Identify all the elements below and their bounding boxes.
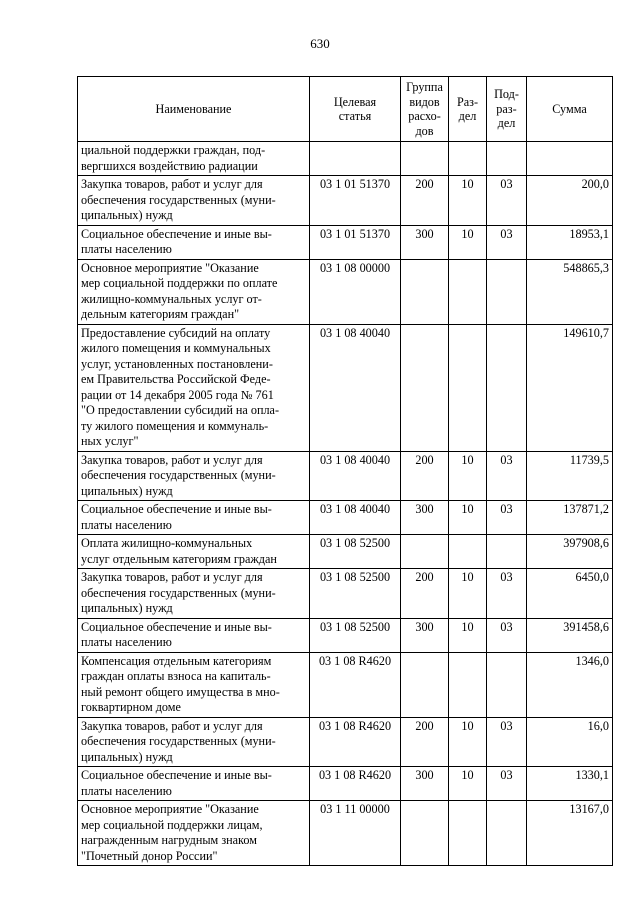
row-target-article-cell: 03 1 08 52500 xyxy=(310,618,401,652)
row-subsection-cell: 03 xyxy=(487,767,527,801)
table-row xyxy=(78,176,613,226)
table-row xyxy=(78,259,613,324)
row-sum-cell: 13167,0 xyxy=(527,801,613,866)
row-expense-group-cell xyxy=(401,324,449,451)
row-target-article-cell: 03 1 08 52500 xyxy=(310,535,401,569)
row-subsection-cell: 03 xyxy=(487,569,527,619)
row-sum-cell: 149610,7 xyxy=(527,324,613,451)
row-section-cell: 10 xyxy=(449,618,487,652)
row-sum-cell: 1346,0 xyxy=(527,652,613,717)
page-number: 630 xyxy=(310,36,330,51)
row-section-cell: 10 xyxy=(449,451,487,501)
header-subsection: Под- раз- дел xyxy=(487,77,527,142)
row-section-cell xyxy=(449,801,487,866)
table-row xyxy=(78,142,613,176)
row-expense-group-cell xyxy=(401,652,449,717)
row-name-cell: Предоставление субсидий на оплату жилого помещения и коммунальных услуг, установленных постановлени- ем Правительства Российской Феде- рации от 14 декабря 2005 года № 761 "О предоставлении субсидий на опла- ту жилого помещения и коммуналь- ных услуг" xyxy=(78,324,310,451)
row-sum-cell: 137871,2 xyxy=(527,501,613,535)
row-sum-cell: 6450,0 xyxy=(527,569,613,619)
budget-table xyxy=(77,76,613,866)
row-target-article-cell: 03 1 01 51370 xyxy=(310,176,401,226)
row-name-cell: Социальное обеспечение и иные вы- платы населению xyxy=(78,225,310,259)
row-section-cell: 10 xyxy=(449,176,487,226)
row-sum-cell: 11739,5 xyxy=(527,451,613,501)
row-name-cell: Закупка товаров, работ и услуг для обеспечения государственных (муни- ципальных) нужд xyxy=(78,717,310,767)
table-row xyxy=(78,324,613,451)
table-header xyxy=(78,77,613,142)
row-target-article-cell: 03 1 01 51370 xyxy=(310,225,401,259)
row-target-article-cell xyxy=(310,142,401,176)
row-name-cell: циальной поддержки граждан, под- вергшихся воздействию радиации xyxy=(78,142,310,176)
row-expense-group-cell xyxy=(401,535,449,569)
row-target-article-cell: 03 1 08 00000 xyxy=(310,259,401,324)
row-name-cell: Оплата жилищно-коммунальных услуг отдельным категориям граждан xyxy=(78,535,310,569)
row-subsection-cell xyxy=(487,535,527,569)
row-expense-group-cell: 200 xyxy=(401,451,449,501)
row-section-cell: 10 xyxy=(449,501,487,535)
header-name: Наименование xyxy=(78,77,310,142)
row-sum-cell: 200,0 xyxy=(527,176,613,226)
row-section-cell xyxy=(449,142,487,176)
table-row xyxy=(78,569,613,619)
row-expense-group-cell xyxy=(401,142,449,176)
row-expense-group-cell xyxy=(401,801,449,866)
row-target-article-cell: 03 1 08 52500 xyxy=(310,569,401,619)
row-section-cell: 10 xyxy=(449,225,487,259)
row-subsection-cell xyxy=(487,142,527,176)
row-subsection-cell: 03 xyxy=(487,501,527,535)
table-row xyxy=(78,767,613,801)
row-section-cell: 10 xyxy=(449,767,487,801)
row-target-article-cell: 03 1 11 00000 xyxy=(310,801,401,866)
row-name-cell: Социальное обеспечение и иные вы- платы населению xyxy=(78,501,310,535)
row-subsection-cell xyxy=(487,801,527,866)
row-target-article-cell: 03 1 08 R4620 xyxy=(310,652,401,717)
table-row xyxy=(78,501,613,535)
row-sum-cell: 397908,6 xyxy=(527,535,613,569)
table-row xyxy=(78,618,613,652)
header-section: Раз- дел xyxy=(449,77,487,142)
row-subsection-cell: 03 xyxy=(487,176,527,226)
row-name-cell: Закупка товаров, работ и услуг для обеспечения государственных (муни- ципальных) нужд xyxy=(78,451,310,501)
row-section-cell xyxy=(449,535,487,569)
header-expense-group: Группа видов расхо- дов xyxy=(401,77,449,142)
table-body xyxy=(78,142,613,866)
row-section-cell: 10 xyxy=(449,717,487,767)
table-row xyxy=(78,225,613,259)
row-section-cell xyxy=(449,652,487,717)
row-name-cell: Основное мероприятие "Оказание мер социальной поддержки по оплате жилищно-коммунальных услуг от- дельным категориям граждан" xyxy=(78,259,310,324)
row-subsection-cell xyxy=(487,652,527,717)
row-expense-group-cell: 200 xyxy=(401,569,449,619)
row-expense-group-cell: 300 xyxy=(401,618,449,652)
row-name-cell: Закупка товаров, работ и услуг для обеспечения государственных (муни- ципальных) нужд xyxy=(78,176,310,226)
row-sum-cell: 548865,3 xyxy=(527,259,613,324)
header-target-article: Целевая статья xyxy=(310,77,401,142)
header-sum: Сумма xyxy=(527,77,613,142)
row-expense-group-cell: 300 xyxy=(401,767,449,801)
row-sum-cell: 391458,6 xyxy=(527,618,613,652)
header-row xyxy=(78,77,613,142)
row-name-cell: Закупка товаров, работ и услуг для обеспечения государственных (муни- ципальных) нужд xyxy=(78,569,310,619)
row-subsection-cell: 03 xyxy=(487,618,527,652)
row-subsection-cell: 03 xyxy=(487,225,527,259)
row-target-article-cell: 03 1 08 40040 xyxy=(310,451,401,501)
table-row xyxy=(78,717,613,767)
row-target-article-cell: 03 1 08 40040 xyxy=(310,324,401,451)
table-row xyxy=(78,801,613,866)
row-section-cell: 10 xyxy=(449,569,487,619)
row-name-cell: Компенсация отдельным категориям граждан оплаты взноса на капиталь- ный ремонт общего имущества в мно- гоквартирном доме xyxy=(78,652,310,717)
table-row xyxy=(78,451,613,501)
row-sum-cell: 1330,1 xyxy=(527,767,613,801)
row-subsection-cell xyxy=(487,259,527,324)
row-subsection-cell: 03 xyxy=(487,717,527,767)
row-name-cell: Социальное обеспечение и иные вы- платы населению xyxy=(78,618,310,652)
row-expense-group-cell xyxy=(401,259,449,324)
row-subsection-cell xyxy=(487,324,527,451)
row-target-article-cell: 03 1 08 40040 xyxy=(310,501,401,535)
row-expense-group-cell: 300 xyxy=(401,501,449,535)
row-name-cell: Социальное обеспечение и иные вы- платы населению xyxy=(78,767,310,801)
row-expense-group-cell: 300 xyxy=(401,225,449,259)
row-target-article-cell: 03 1 08 R4620 xyxy=(310,767,401,801)
table-row xyxy=(78,535,613,569)
row-expense-group-cell: 200 xyxy=(401,176,449,226)
table-row xyxy=(78,652,613,717)
row-section-cell xyxy=(449,324,487,451)
row-sum-cell xyxy=(527,142,613,176)
row-name-cell: Основное мероприятие "Оказание мер социальной поддержки лицам, награжденным нагрудным знаком "Почетный донор России" xyxy=(78,801,310,866)
row-sum-cell: 16,0 xyxy=(527,717,613,767)
row-expense-group-cell: 200 xyxy=(401,717,449,767)
row-target-article-cell: 03 1 08 R4620 xyxy=(310,717,401,767)
row-sum-cell: 18953,1 xyxy=(527,225,613,259)
row-subsection-cell: 03 xyxy=(487,451,527,501)
row-section-cell xyxy=(449,259,487,324)
